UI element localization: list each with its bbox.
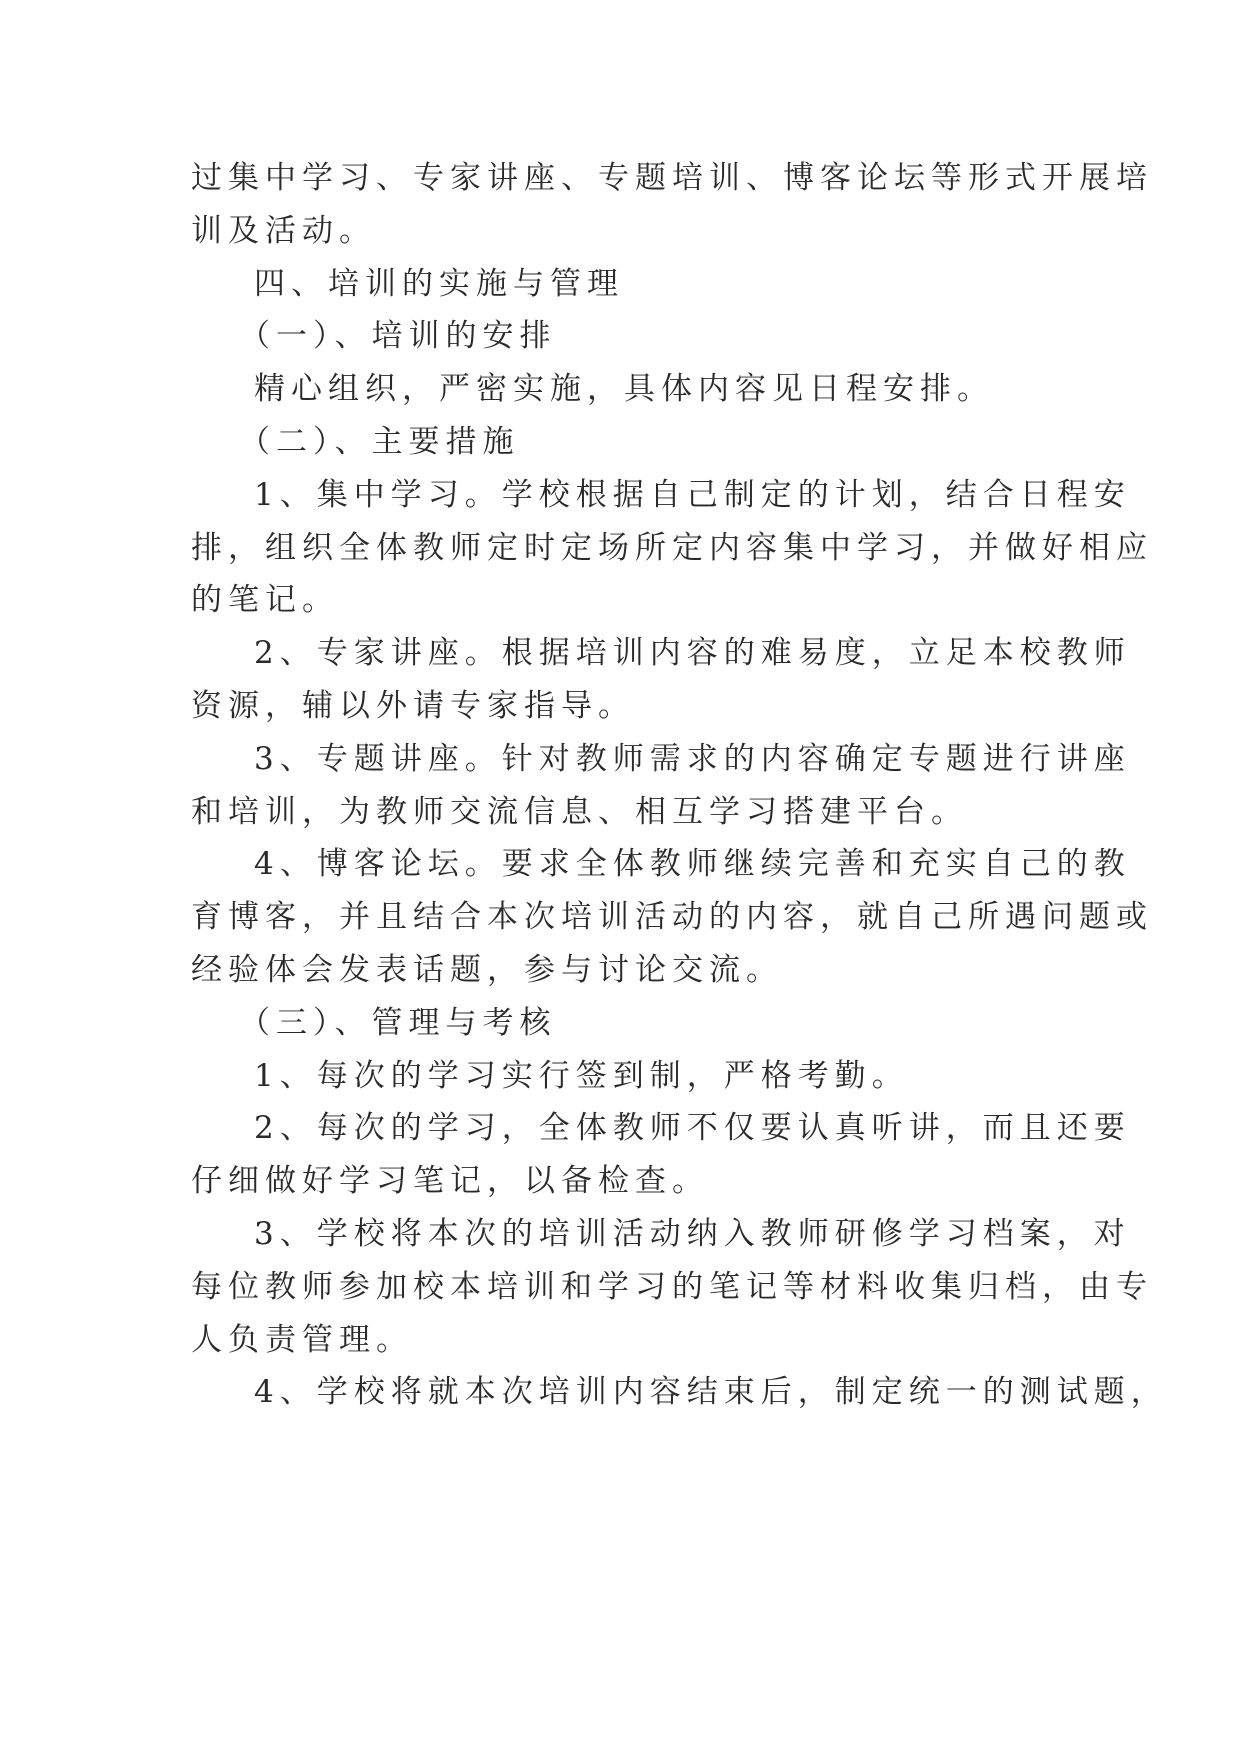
paragraph-line: 仔细做好学习笔记，以备检查。 (191, 1163, 709, 1199)
paragraph-line: 2、每次的学习，全体教师不仅要认真听讲，而且还要 (254, 1110, 1131, 1146)
paragraph-line: 和培训，为教师交流信息、相互学习搭建平台。 (191, 794, 968, 830)
paragraph-line: 过集中学习、专家讲座、专题培训、博客论坛等形式开展培 (191, 160, 1153, 196)
paragraph-line: 4、博客论坛。要求全体教师继续完善和充实自己的教 (254, 846, 1131, 882)
section-heading: 四、培训的实施与管理 (254, 266, 624, 302)
subsection-heading: （二）、主要措施 (239, 424, 520, 460)
subsection-heading: （一）、培训的安排 (239, 318, 557, 354)
subsection-heading: （三）、管理与考核 (239, 1005, 557, 1041)
paragraph-line: 训及活动。 (191, 213, 376, 249)
paragraph-line: 排，组织全体教师定时定场所定内容集中学习，并做好相应 (191, 530, 1153, 566)
paragraph-line: 1、集中学习。学校根据自己制定的计划，结合日程安 (254, 477, 1131, 513)
paragraph-line: 的笔记。 (191, 582, 339, 618)
paragraph-line: 3、专题讲座。针对教师需求的内容确定专题进行讲座 (254, 741, 1131, 777)
paragraph-line: 精心组织，严密实施，具体内容见日程安排。 (254, 371, 994, 407)
paragraph-line: 4、学校将就本次培训内容结束后，制定统一的测试题， (254, 1374, 1168, 1410)
paragraph-line: 资源，辅以外请专家指导。 (191, 688, 635, 724)
paragraph-line: 2、专家讲座。根据培训内容的难易度，立足本校教师 (254, 635, 1131, 671)
paragraph-line: 1、每次的学习实行签到制，严格考勤。 (254, 1058, 909, 1094)
paragraph-line: 人负责管理。 (191, 1322, 413, 1358)
paragraph-line: 每位教师参加校本培训和学习的笔记等材料收集归档，由专 (191, 1269, 1153, 1305)
paragraph-line: 育博客，并且结合本次培训活动的内容，就自己所遇问题或 (191, 899, 1153, 935)
paragraph-line: 3、学校将本次的培训活动纳入教师研修学习档案，对 (254, 1216, 1131, 1252)
paragraph-line: 经验体会发表话题，参与讨论交流。 (191, 952, 783, 988)
